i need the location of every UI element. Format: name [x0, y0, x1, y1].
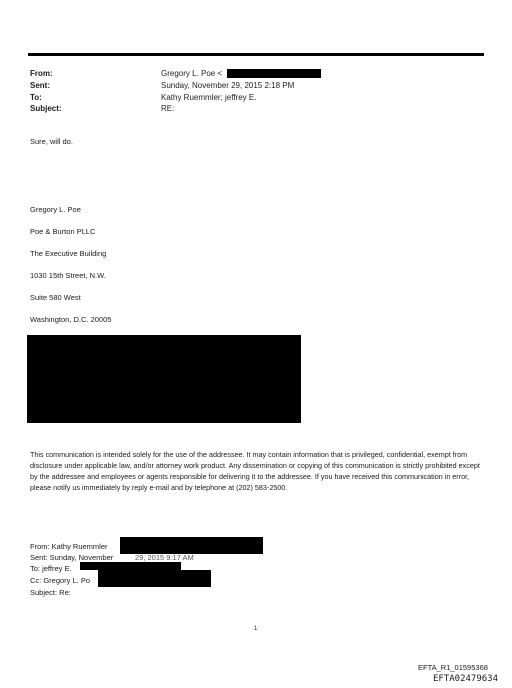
confidentiality-notice: This communication is intended solely for the use of the addressee. It may contain information that is privileged, confidential, exempt from disclosure under applicable law, and/or attorney work product. Any dissemination or copying of this communication is strictly prohibited except by the addressee and employees or agents responsible for delivering it to the addressee. If you have received this communication in error, please notify us immediately by reply e-mail and by telephone at (202) 583-2500.	[30, 450, 480, 492]
redaction-block	[227, 69, 321, 78]
signature-building: The Executive Building	[30, 249, 107, 258]
signature-name: Gregory L. Poe	[30, 205, 81, 214]
signature-city: Washington, D.C. 20005	[30, 315, 112, 324]
to-value: Kathy Ruemmler; jeffrey E.	[161, 93, 257, 102]
redaction-block-large	[27, 335, 301, 423]
redaction-block	[80, 562, 181, 570]
redaction-block	[98, 570, 211, 587]
forwarded-cc: Cc: Gregory L. Po	[30, 576, 91, 585]
from-label: From:	[30, 69, 53, 78]
forwarded-to: To: jeffrey E.	[30, 564, 72, 573]
sent-value: Sunday, November 29, 2015 2:18 PM	[161, 81, 295, 90]
subject-label: Subject:	[30, 104, 62, 113]
forwarded-subject: Subject: Re:	[30, 588, 71, 597]
forwarded-sent-partial: 29, 2015 9:17 AM	[135, 553, 194, 562]
forwarded-from: From: Kathy Ruemmler	[30, 542, 108, 551]
bates-number-secondary: EFTA02479634	[433, 674, 499, 684]
bates-number-primary: EFTA_R1_01595368	[418, 663, 488, 672]
signature-firm: Poe & Burton PLLC	[30, 227, 96, 236]
forwarded-sent: Sent: Sunday, November	[30, 553, 114, 562]
signature-suite: Suite 580 West	[30, 293, 81, 302]
subject-value: RE:	[161, 104, 175, 113]
header-rule	[28, 53, 484, 56]
from-value: Gregory L. Poe <	[161, 69, 223, 78]
sent-label: Sent:	[30, 81, 50, 90]
signature-street: 1030 15th Street, N.W.	[30, 271, 106, 280]
page-number: 1	[254, 626, 258, 632]
to-label: To:	[30, 93, 42, 102]
message-body: Sure, will do.	[30, 137, 73, 146]
